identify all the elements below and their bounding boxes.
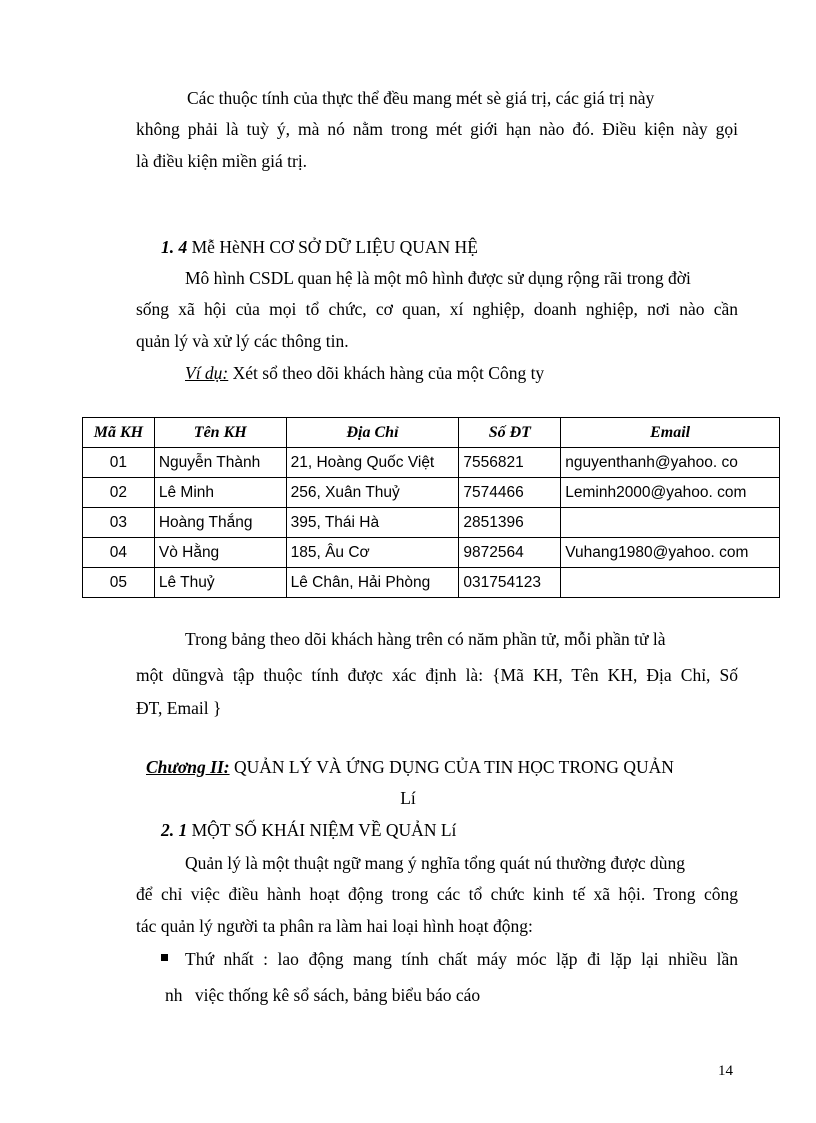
cell-so-dt: 9872564 — [459, 538, 561, 568]
example-text: Xét sổ theo dõi khách hàng của một Công ty — [228, 363, 545, 383]
col-header-ma-kh: Mã KH — [83, 418, 155, 448]
cell-ten-kh: Lê Thuỷ — [154, 568, 286, 598]
cell-so-dt: 2851396 — [459, 508, 561, 538]
chapter-2-heading — [146, 756, 674, 778]
section-title: Mễ HèNH CƠ SỞ DỮ LIỆU QUAN HỆ — [191, 237, 478, 257]
cell-ma-kh: 03 — [83, 508, 155, 538]
table-header-row — [83, 418, 780, 448]
cell-ten-kh: Nguyễn Thành — [154, 448, 286, 478]
example-label: Ví dụ: — [185, 363, 229, 383]
paragraph-table-description-line2: một dũngvà tập thuộc tính được xác định là: {Mã KH, Tên KH, Địa Chỉ, Số — [136, 665, 738, 685]
cell-so-dt: 7556821 — [459, 448, 561, 478]
section-2-1-heading — [161, 819, 456, 841]
page-number: 14 — [718, 1063, 733, 1079]
cell-ma-kh: 04 — [83, 538, 155, 568]
cell-dia-chi: 185, Âu Cơ — [286, 538, 459, 568]
paragraph-relational-model-line2: sống xã hội của mọi tổ chức, cơ quan, xí nghiệp, doanh nghiệp, nơi nào cần — [136, 299, 738, 319]
chapter-title: QUẢN LÝ VÀ ỨNG DỤNG CỦA TIN HỌC TRONG QUẢN — [229, 757, 674, 777]
paragraph-management-line1: Quản lý là một thuật ngữ mang ý nghĩa tổng quát nú thường được dùng — [185, 853, 685, 873]
bullet-item-line2 — [165, 984, 480, 1006]
cell-dia-chi: Lê Chân, Hải Phòng — [286, 568, 459, 598]
paragraph-attributes-line1: Các thuộc tính của thực thể đều mang mét sè giá trị, các giá trị này — [187, 88, 655, 108]
section-1-4-heading — [161, 236, 478, 258]
col-header-ten-kh: Tên KH — [154, 418, 286, 448]
cell-ma-kh: 02 — [83, 478, 155, 508]
paragraph-table-description-line3: ĐT, Email } — [136, 698, 222, 718]
cell-dia-chi: 21, Hoàng Quốc Việt — [286, 448, 459, 478]
table-row — [83, 448, 780, 478]
col-header-so-dt: Số ĐT — [459, 418, 561, 448]
section-number: 1. 4 — [161, 237, 188, 257]
chapter-label: Chương II: — [146, 757, 230, 777]
cell-ten-kh: Hoàng Thắng — [154, 508, 286, 538]
bullet-item-line1: Thứ nhất : lao động mang tính chất máy móc lặp đi lặp lại nhiều lần — [185, 949, 738, 969]
table-row — [83, 568, 780, 598]
table-row — [83, 508, 780, 538]
col-header-dia-chi: Địa Chỉ — [286, 418, 459, 448]
table-row — [83, 478, 780, 508]
cell-ten-kh: Lê Minh — [154, 478, 286, 508]
section-number: 2. 1 — [161, 820, 188, 840]
paragraph-table-description-line1: Trong bảng theo dõi khách hàng trên có năm phần tử, mỗi phần tử là — [185, 629, 666, 649]
cell-so-dt: 7574466 — [459, 478, 561, 508]
cell-ten-kh: Vò Hằng — [154, 538, 286, 568]
col-header-email: Email — [561, 418, 780, 448]
paragraph-attributes-line2: không phải là tuỳ ý, mà nó nằm trong mét giới hạn nào đó. Điều kiện này gọi — [136, 119, 738, 139]
chapter-2-heading-continued: Lí — [400, 788, 416, 808]
square-bullet-icon — [161, 954, 168, 961]
customer-table — [82, 417, 780, 598]
cell-email: Leminh2000@yahoo. com — [561, 478, 780, 508]
section-title: MỘT SỐ KHÁI NIỆM VỀ QUẢN Lí — [191, 820, 457, 840]
table-row — [83, 538, 780, 568]
bullet-line2-text: việc thống kê sổ sách, bảng biểu báo cáo — [194, 985, 481, 1005]
paragraph-relational-model-line1: Mô hình CSDL quan hệ là một mô hình được sử dụng rộng rãi trong đời — [185, 268, 691, 288]
cell-dia-chi: 256, Xuân Thuỷ — [286, 478, 459, 508]
paragraph-relational-model-line3: quản lý và xử lý các thông tin. — [136, 331, 349, 351]
cell-ma-kh: 01 — [83, 448, 155, 478]
cell-email — [561, 508, 780, 538]
paragraph-management-line3: tác quản lý người ta phân ra làm hai loại hình hoạt động: — [136, 916, 533, 936]
cell-email — [561, 568, 780, 598]
example-line — [185, 362, 544, 384]
cell-email: Vuhang1980@yahoo. com — [561, 538, 780, 568]
paragraph-management-line2: để chỉ việc điều hành hoạt động trong các tổ chức kinh tế xã hội. Trong công — [136, 884, 738, 904]
cell-so-dt: 031754123 — [459, 568, 561, 598]
bullet-line2-prefix: nh — [165, 985, 183, 1005]
cell-ma-kh: 05 — [83, 568, 155, 598]
cell-email: nguyenthanh@yahoo. co — [561, 448, 780, 478]
cell-dia-chi: 395, Thái Hà — [286, 508, 459, 538]
paragraph-attributes-line3: là điều kiện miền giá trị. — [136, 151, 308, 171]
